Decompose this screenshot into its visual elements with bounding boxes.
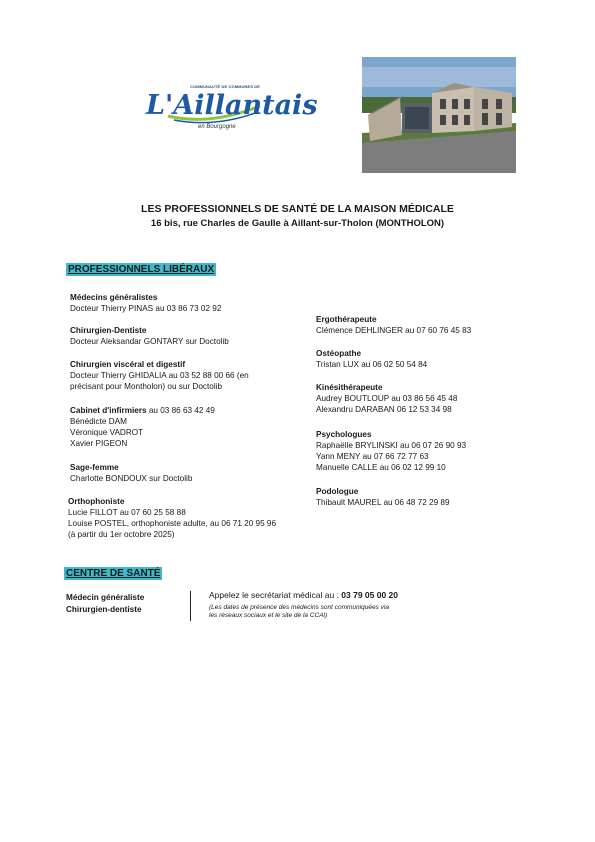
logo-subtitle: en Bourgogne [198,124,236,130]
entry-line: Docteur Thierry GHIDALIA au 03 52 88 00 66 (en [70,371,249,380]
entry-line: Véronique VADROT [70,428,144,437]
entry-heading: Médecins généralistes [70,293,158,302]
entry-line: Raphaëlle BRYLINSKI au 06 07 26 90 93 [316,441,467,450]
entry-heading: Psychologues [316,430,372,439]
specialty-item: Médecin généraliste [66,593,145,602]
section-centre-title: CENTRE DE SANTÉ [66,568,161,579]
note-line: (Les dates de présence des médecins sont communiquées via [209,604,389,611]
entry-orthophoniste [68,496,276,540]
entry-heading: Podologue [316,487,359,496]
entry-line: précisant pour Montholon) ou sur Doctolib [70,382,223,391]
entry-line: Xavier PIGEON [70,439,128,448]
specialty-item: Chirurgien-dentiste [66,605,142,614]
phone-label: Appelez le secrétariat médical au : [209,590,342,600]
entry-line: Charlotte BONDOUX sur Doctolib [70,474,193,483]
entry-psychologues [316,429,466,473]
entry-line: Lucie FILLOT au 07 60 25 58 88 [68,508,186,517]
entry-medecins-generalistes [70,292,221,314]
centre-note [209,604,389,620]
entry-line: Audrey BOUTLOUP au 03 86 56 45 48 [316,394,458,403]
entry-kinesitherapeute [316,382,457,415]
entry-heading: Chirurgien viscéral et digestif [70,360,186,369]
entry-cabinet-infirmiers [70,405,215,449]
entry-heading: Cabinet d'infirmiers [70,406,147,415]
entry-line: Tristan LUX au 06 02 50 54 84 [316,360,428,369]
centre-specialties [66,592,144,616]
aillantais-logo [140,82,318,152]
entry-ergotherapeute [316,314,471,336]
entry-osteopathe [316,348,427,370]
logo-wordmark: L'Aillantais [146,90,318,121]
page-title: LES PROFESSIONNELS DE SANTÉ DE LA MAISON MÉDICALE [141,203,454,215]
section-liberaux-title: PROFESSIONNELS LIBÉRAUX [68,264,215,275]
entry-line: Bénédicte DAM [70,417,127,426]
vertical-divider [190,591,191,621]
centre-phone-line [209,590,398,600]
entry-line: Clémence DEHLINGER au 07 60 76 45 83 [316,326,472,335]
entry-heading: Ergothérapeute [316,315,377,324]
entry-heading: Orthophoniste [68,497,125,506]
entry-line: Alexandru DARABAN 06 12 53 34 98 [316,405,452,414]
page-address: 16 bis, rue Charles de Gaulle à Aillant-sur-Tholon (MONTHOLON) [150,218,445,229]
entry-heading: Ostéopathe [316,349,362,358]
entry-podologue [316,486,450,508]
entry-heading: Chirurgien-Dentiste [70,326,147,335]
entry-line: Docteur Thierry PINAS au 03 86 73 02 92 [70,304,222,313]
entry-heading: Kinésithérapeute [316,383,383,392]
entry-line: Yann MENY au 07 66 72 77 63 [316,452,429,461]
building-photo [362,57,516,173]
entry-chirurgien-dentiste [70,325,229,347]
note-line: les réseaux sociaux et le site de la CCAl) [209,612,328,619]
entry-heading-phone: au 03 86 63 42 49 [146,406,215,415]
entry-chirurgien-visceral [70,359,249,392]
entry-line: Manuelle CALLE au 06 02 12 99 10 [316,463,446,472]
entry-line: Louise POSTEL, orthophoniste adulte, au 06 71 20 95 96 [68,519,277,528]
logo-top-text: COMMUNAUTÉ DE COMMUNES DE [190,84,261,89]
entry-sage-femme [70,462,192,484]
entry-line: Docteur Aleksandar GONTARY sur Doctolib [70,337,229,346]
entry-heading: Sage-femme [70,463,119,472]
entry-line: (à partir du 1er octobre 2025) [68,530,175,539]
phone-number: 03 79 05 00 20 [341,590,399,600]
entry-line: Thibault MAUREL au 06 48 72 29 89 [316,498,450,507]
